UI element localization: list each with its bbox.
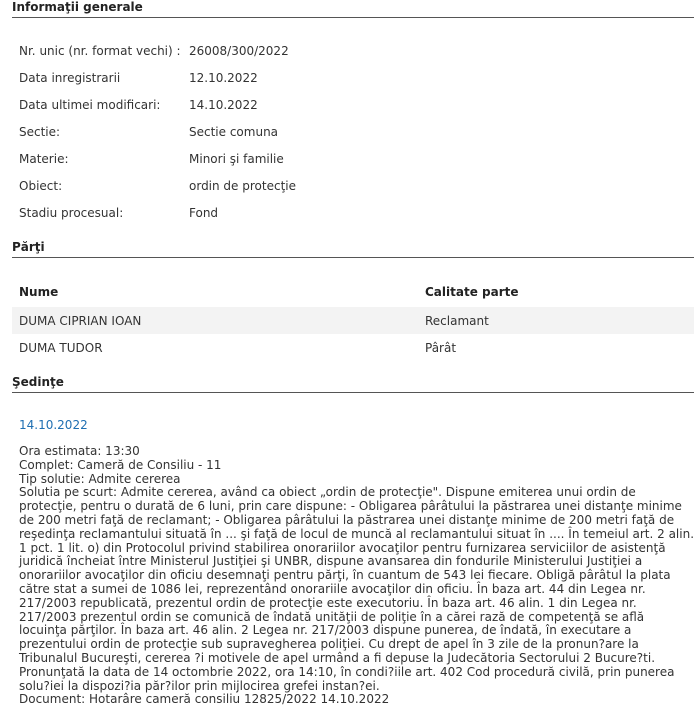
info-row-data-ultimei-modificari	[19, 91, 296, 118]
info-table	[19, 37, 296, 226]
sedinta-solutie: Solutia pe scurt: Admite cererea, având ca obiect „ordin de protecţie". Dispune emiterea unui ordin de protecţie, pentru o durată de 6 luni, prin care dispune: - Obligarea pârâtului la păstrarea unei distanţe minime de 200 metri faţă de reclamant; - Obligarea pârâtului la păstrarea unei distanţe minime de 200 metri faţă de reşedinţa reclamantului situată în ... şi faţă de locul de muncă al reclamantului situat în .... În temeiul art. 2 alin. 1 pct. 1 lit. o) din Protocolul privind stabilirea onorariilor avocaţilor pentru furnizarea serviciilor de asistenţă juridică încheiat între Ministerul Justiţiei şi UNBR, dispune avansarea din fondurile Ministerului Justiţiei a onorariilor avocaţilor din oficiu desemnaţi pentru părţi, în cuantum de 543 lei fiecare. Obligă pârâtul la plata către stat a sumei de 1086 lei, reprezentând onorariile avocaţilor din oficiu. În baza art. 44 din Legea nr. 217/2003 republicată, prezentul ordin de protecţie este executoriu. În baza art. 46 alin. 1 din Legea nr. 217/2003 prezentul ordin se comunică de îndată unităţii de poliţie în a cărei rază de competenţă se află locuinţa părţilor. În baza art. 46 alin. 2 Legea nr. 217/2003 dispune punerea, de îndată, în executare a prezentului ordin de protecţie sub supravegherea poliţiei. Cu drept de apel în 3 zile de la pronun?are la Tribunalul Bucureşti, cererea ?i motivele de apel urmând a fi depuse la Judecătoria Sectorului 2 Bucure?ti. Pronunţată la data de 14 octombrie 2022, ora 14:10, în condi?iile art. 402 Cod procedură civilă, prin punerea solu?iei la dispozi?ia păr?ilor prin mijlocirea grefei instan?ei.	[19, 485, 695, 693]
info-label: Obiect:	[19, 178, 63, 193]
sedinta-complet: Complet: Cameră de Consiliu - 11	[19, 457, 222, 472]
parte-calitate: Pârât	[425, 340, 457, 355]
info-label: Materie:	[19, 151, 69, 166]
sedinta-tip-solutie: Tip solutie: Admite cererea	[19, 471, 181, 486]
table-row	[12, 334, 694, 361]
sedinta-document: Document: Hotarâre cameră consiliu 12825/2022 14.10.2022	[19, 692, 390, 707]
section-title-informatii-generale: Informaţii generale	[12, 0, 694, 18]
column-header-calitate-parte: Calitate parte	[425, 285, 519, 299]
info-value: 26008/300/2022	[189, 43, 289, 58]
section-title-parti: Părţi	[12, 240, 694, 258]
info-value: 14.10.2022	[189, 97, 258, 112]
sedinta-ora: Ora estimata: 13:30	[19, 444, 140, 458]
info-label: Sectie:	[19, 124, 61, 139]
info-row-obiect	[19, 172, 296, 199]
column-header-nume: Nume	[19, 285, 59, 299]
info-row-stadiu-procesual	[19, 199, 296, 226]
table-row	[12, 307, 694, 334]
info-row-materie	[19, 145, 296, 172]
parte-calitate: Reclamant	[425, 313, 489, 328]
info-row-nr-unic	[19, 37, 296, 64]
info-value: Fond	[189, 205, 219, 220]
info-label: Data ultimei modificari:	[19, 97, 161, 112]
section-title-sedinte: Şedinţe	[12, 375, 694, 393]
info-label: Nr. unic (nr. format vechi) :	[19, 43, 181, 58]
parti-table-header	[12, 283, 694, 303]
info-value: Minori şi familie	[189, 151, 284, 166]
sedinta-date-link[interactable]: 14.10.2022	[19, 418, 88, 432]
info-label: Stadiu procesual:	[19, 205, 124, 220]
parte-nume: DUMA TUDOR	[19, 340, 103, 355]
sedinta-details	[19, 445, 695, 707]
info-value: Sectie comuna	[189, 124, 279, 139]
info-value: 12.10.2022	[189, 70, 258, 85]
info-value: ordin de protecţie	[189, 178, 296, 193]
info-row-sectie	[19, 118, 296, 145]
info-label: Data inregistrarii	[19, 70, 121, 85]
parte-nume: DUMA CIPRIAN IOAN	[19, 313, 142, 328]
info-row-data-inregistrarii	[19, 64, 296, 91]
